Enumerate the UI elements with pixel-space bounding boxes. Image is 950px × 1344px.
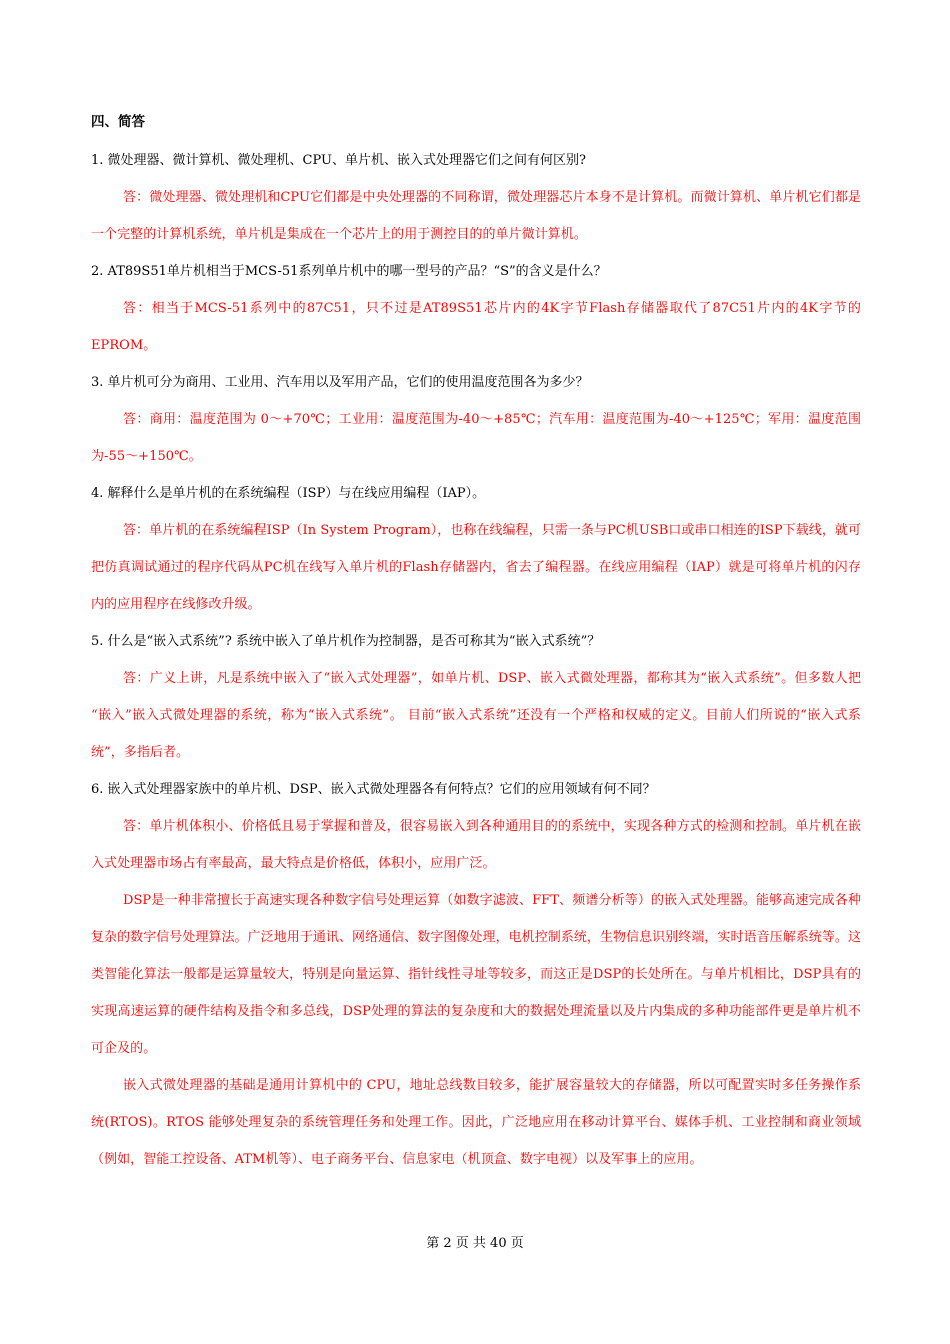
question-1: 1. 微处理器、微计算机、微处理机、CPU、单片机、嵌入式处理器它们之间有何区别? bbox=[91, 153, 586, 168]
question-6: 6. 嵌入式处理器家族中的单片机、DSP、嵌入式微处理器各有何特点？它们的应用领域有何不同？ bbox=[91, 782, 656, 797]
answer-5: 答：广义上讲，凡是系统中嵌入了“嵌入式处理器”，如单片机、DSP、嵌入式微处理器，都称其为“嵌入式系统”。但多数人把 “嵌入”嵌入式微处理器的系统，称为“嵌入式系统”。 目前“嵌入式系统”还没有一个严格和权威的定义。目前人们所说的“嵌入式系统”，多指后者。 bbox=[91, 671, 861, 760]
section-title: 四、简答 bbox=[91, 114, 145, 130]
question-5: 5. 什么是“嵌入式系统”? 系统中嵌入了单片机作为控制器，是否可称其为“嵌入式系统”？ bbox=[91, 634, 601, 649]
question-4: 4. 解释什么是单片机的在系统编程（ISP）与在线应用编程（IAP）。 bbox=[91, 486, 486, 501]
answer-4: 答：单片机的在系统编程ISP（In System Program），也称在线编程，只需一条与PC机USB口或串口相连的ISP下载线，就可把仿真调试通过的程序代码从PC机在线写入单片机的Flash存储器内，省去了编程器。在线应用编程（IAP）就是可将单片机的闪存内的应用程序在线修改升级。 bbox=[91, 523, 861, 612]
question-3: 3. 单片机可分为商用、工业用、汽车用以及军用产品，它们的使用温度范围各为多少？ bbox=[91, 375, 589, 390]
page-content bbox=[91, 105, 861, 1178]
page-footer: 第 2 页 共 40 页 bbox=[426, 1236, 524, 1251]
answer-3: 答：商用：温度范围为 0～+70℃；工业用：温度范围为-40～+85℃；汽车用：温度范围为-40～+125℃；军用：温度范围为-55～+150℃。 bbox=[91, 412, 861, 464]
answer-6-paragraph-3: 嵌入式微处理器的基础是通用计算机中的 CPU，地址总线数目较多，能扩展容量较大的存储器，所以可配置实时多任务操作系统(RTOS)。RTOS 能够处理复杂的系统管理任务和处理工作。因此，广泛地应用在移动计算平台、媒体手机、工业控制和商业领域（例如，智能工控设备、ATM机等）、电子商务平台、信息家电（机顶盒、数字电视）以及军事上的应用。 bbox=[91, 1078, 861, 1167]
question-2: 2. AT89S51单片机相当于MCS-51系列单片机中的哪一型号的产品？“S”的含义是什么？ bbox=[91, 264, 607, 279]
answer-6-paragraph-2: DSP是一种非常擅长于高速实现各种数字信号处理运算（如数字滤波、FFT、频谱分析等）的嵌入式处理器。能够高速完成各种复杂的数字信号处理算法。广泛地用于通讯、网络通信、数字图像处理，电机控制系统，生物信息识别终端，实时语音压解系统等。这类智能化算法一般都是运算量较大，特别是向量运算、指针线性寻址等较多，而这正是DSP的长处所在。与单片机相比，DSP具有的实现高速运算的硬件结构及指令和多总线，DSP处理的算法的复杂度和大的数据处理流量以及片内集成的多种功能部件更是单片机不可企及的。 bbox=[91, 893, 861, 1056]
answer-6-paragraph-1: 答：单片机体积小、价格低且易于掌握和普及，很容易嵌入到各种通用目的的系统中，实现各种方式的检测和控制。单片机在嵌入式处理器市场占有率最高，最大特点是价格低，体积小，应用广泛。 bbox=[91, 819, 861, 871]
answer-2: 答：相当于MCS-51系列中的87C51，只不过是AT89S51芯片内的4K字节Flash存储器取代了87C51片内的4K字节的EPROM。 bbox=[91, 301, 861, 353]
answer-1: 答：微处理器、微处理机和CPU它们都是中央处理器的不同称谓，微处理器芯片本身不是计算机。而微计算机、单片机它们都是一个完整的计算机系统，单片机是集成在一个芯片上的用于测控目的的单片微计算机。 bbox=[91, 190, 861, 242]
